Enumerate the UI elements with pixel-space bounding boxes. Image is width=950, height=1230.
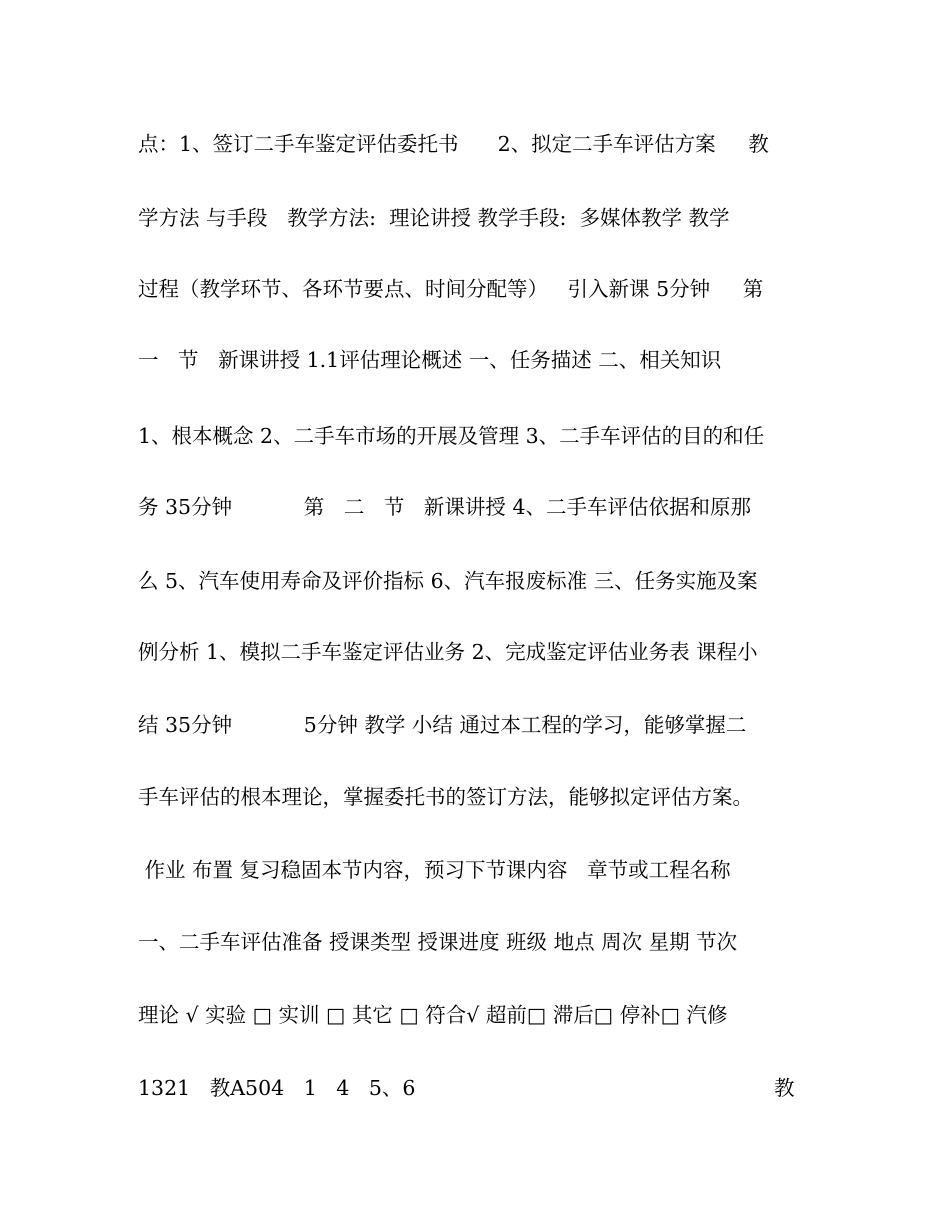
- text-line: 么 5、汽车使用寿命及评价指标 6、汽车报废标准 三、任务实施及案: [138, 569, 758, 593]
- text-line: 学方法 与手段 教学方法: 理论讲授 教学手段: 多媒体教学 教学: [138, 206, 730, 230]
- text-line: 一 节 新课讲授 1.1评估理论概述 一、任务描述 二、相关知识: [138, 348, 722, 372]
- text-line: 一、二手车评估准备 授课类型 授课进度 班级 地点 周次 星期 节次: [138, 930, 738, 954]
- text-line: 过程（教学环节、各环节要点、时间分配等） 引入新课 5分钟 第: [138, 277, 764, 301]
- text-line: 1321 教A504 1 4 5、6: [138, 1076, 416, 1100]
- text-line: 务 35分钟 第 二 节 新课讲授 4、二手车评估依据和原那: [138, 495, 751, 519]
- text-line: 例分析 1、模拟二手车鉴定评估业务 2、完成鉴定评估业务表 课程小: [138, 640, 758, 664]
- trailing-character: 教: [774, 1076, 795, 1100]
- text-line: 1、根本概念 2、二手车市场的开展及管理 3、二手车评估的目的和任: [138, 424, 765, 448]
- text-line: 理论 √ 实验 □ 实训 □ 其它 □ 符合√ 超前□ 滞后□ 停补□ 汽修: [138, 1003, 728, 1027]
- text-line: 手车评估的根本理论，掌握委托书的签订方法，能够拟定评估方案。: [138, 785, 753, 809]
- text-line: 点：1、签订二手车鉴定评估委托书 2、拟定二手车评估方案 教: [138, 132, 769, 156]
- text-line: 结 35分钟 5分钟 教学 小结 通过本工程的学习，能够掌握二: [138, 713, 747, 737]
- text-line: 作业 布置 复习稳固本节内容，预习下节课内容 章节或工程名称: [138, 858, 731, 882]
